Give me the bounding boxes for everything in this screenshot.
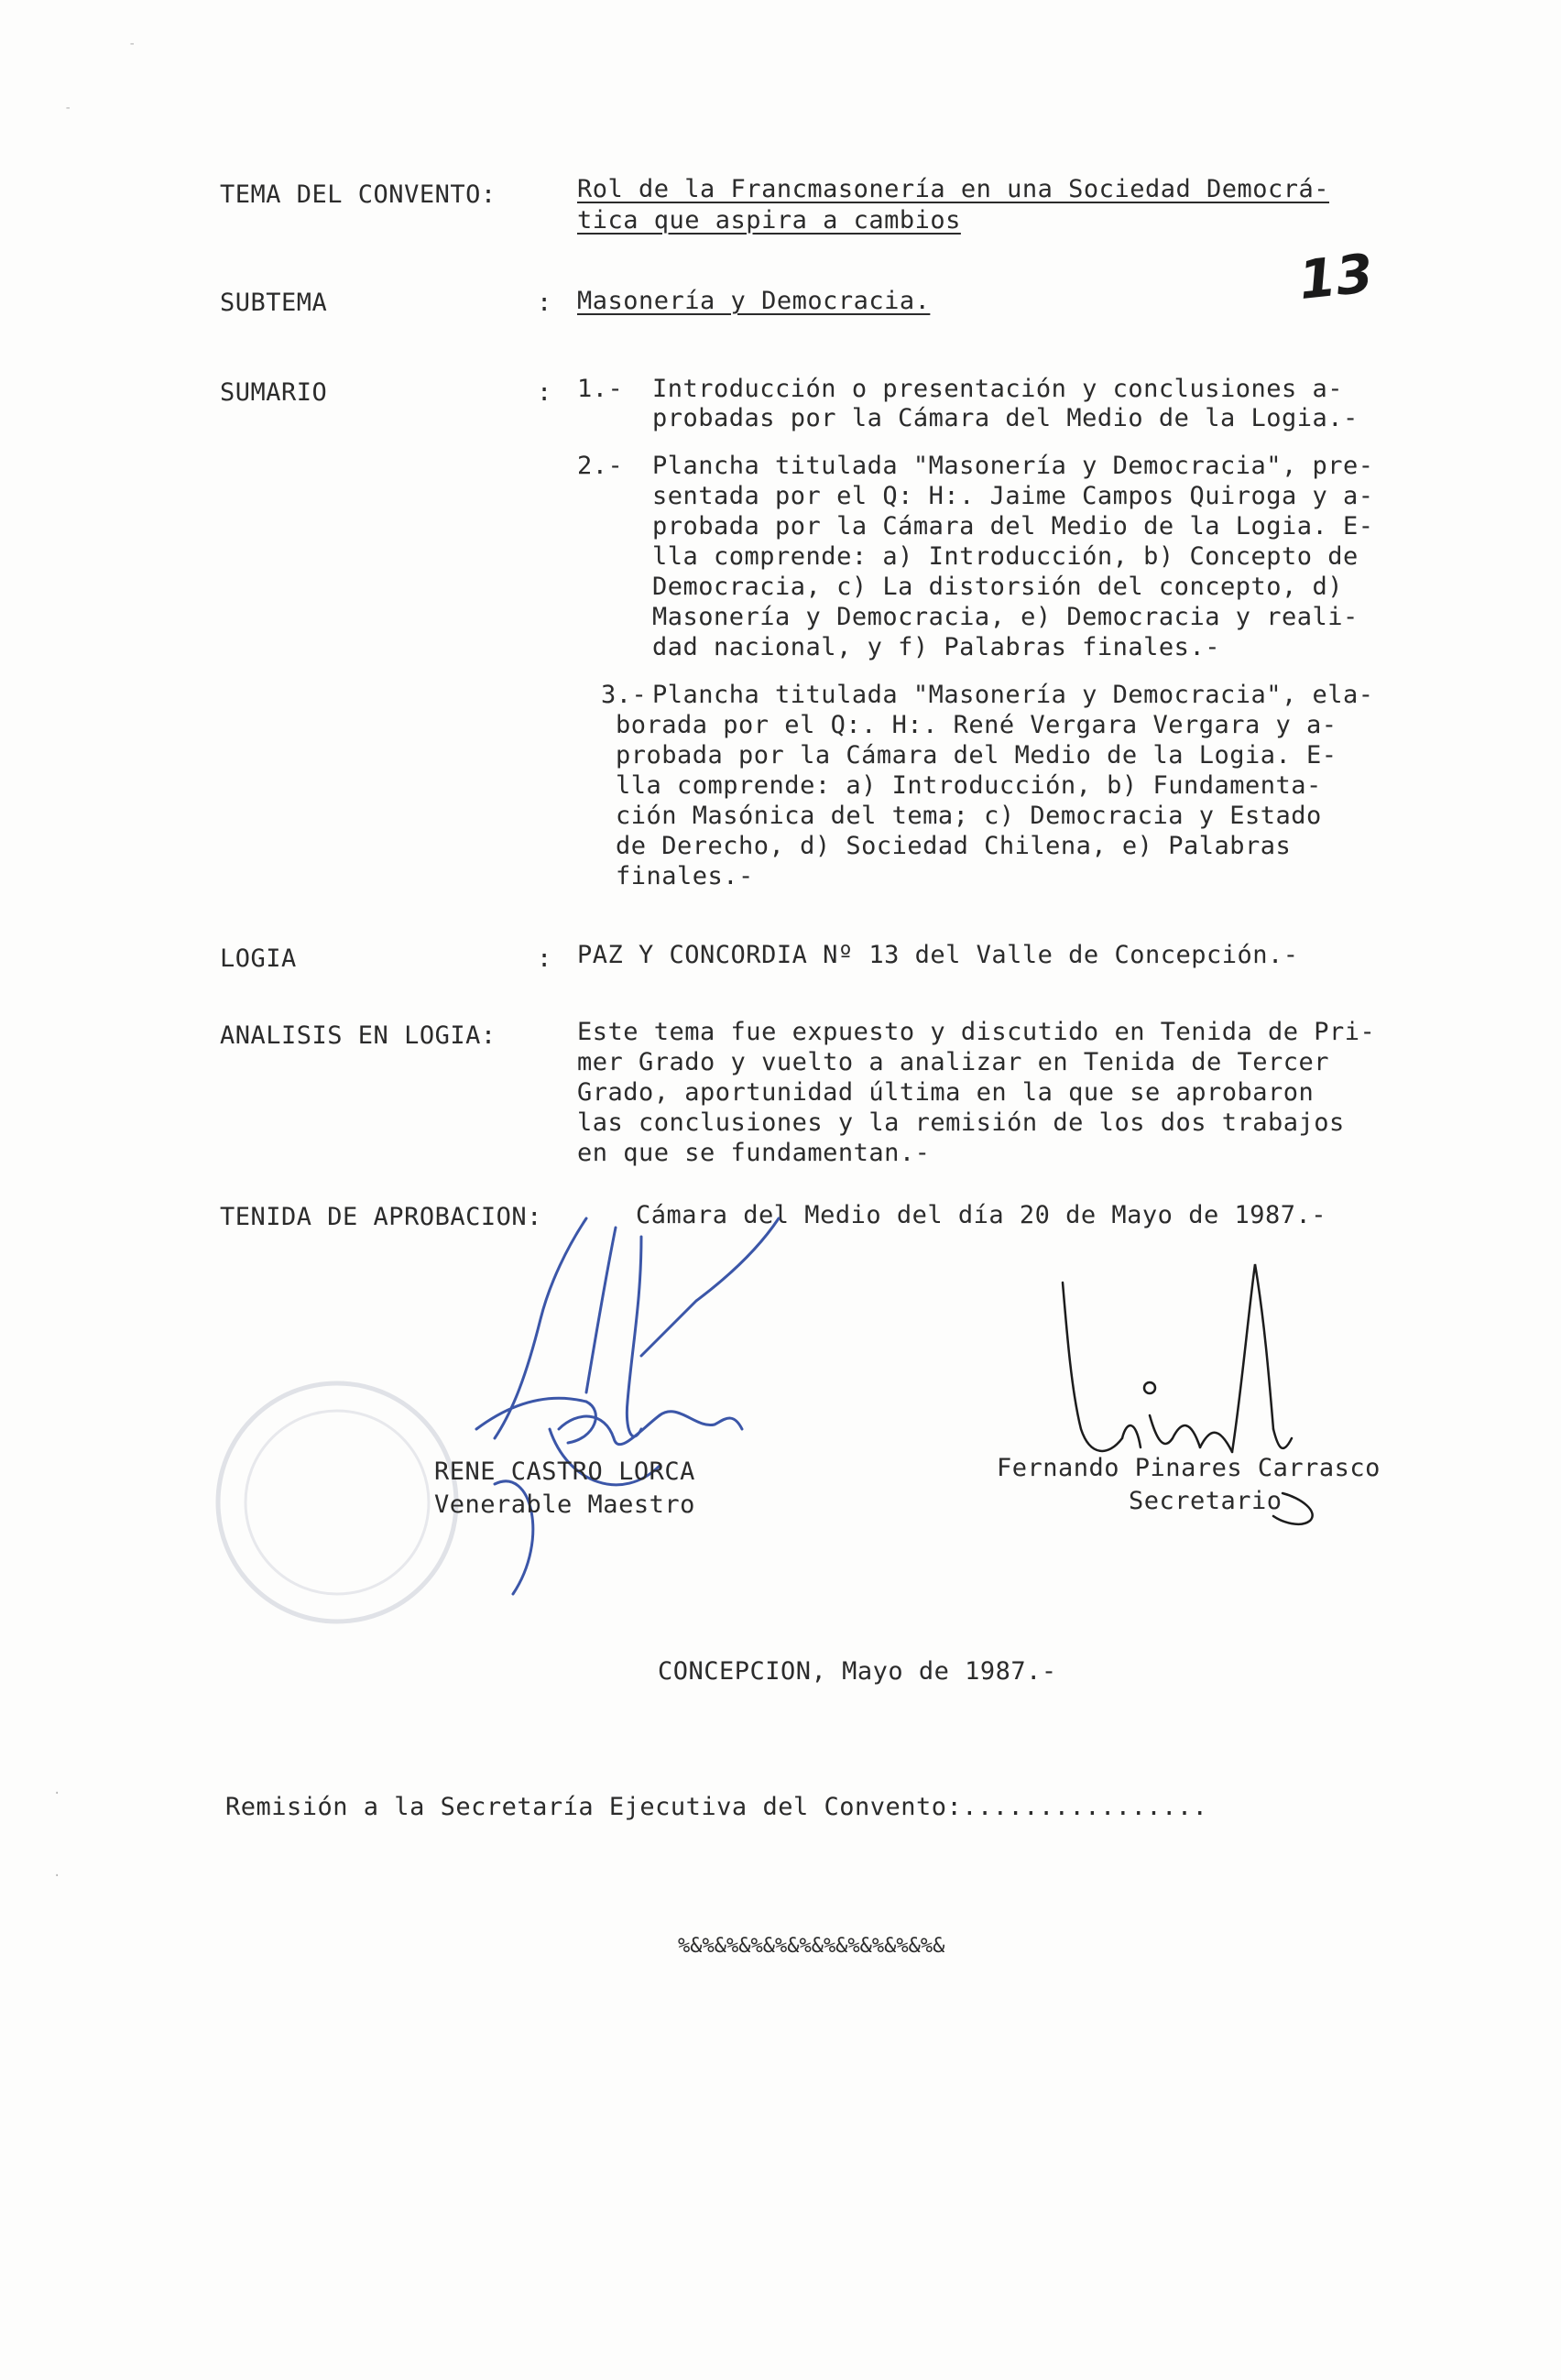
analisis-line: en que se fundamentan.- xyxy=(577,1139,931,1167)
sumario-item-2-line: dad nacional, y f) Palabras finales.- xyxy=(652,633,1220,661)
place-date: CONCEPCION, Mayo de 1987.- xyxy=(658,1657,1057,1686)
scan-speck: - xyxy=(64,101,72,115)
tema-line-1: Rol de la Francmasonería en una Sociedad Democrá- xyxy=(577,175,1330,203)
handwritten-page-number: 13 xyxy=(1295,241,1377,312)
sumario-item-2-line: sentada por el Q: H:. Jaime Campos Quiroga y a- xyxy=(652,482,1374,510)
sumario-item-3-line: probada por la Cámara del Medio de la Logia. E- xyxy=(616,741,1337,770)
logia-colon: : xyxy=(537,944,552,973)
sumario-item-1-line: probadas por la Cámara del Medio de la Logia.- xyxy=(652,404,1359,432)
logia-label: LOGIA xyxy=(220,944,297,973)
remision-line: Remisión a la Secretaría Ejecutiva del Convento:................ xyxy=(225,1793,1208,1821)
tenida-label: TENIDA DE APROBACION: xyxy=(220,1203,542,1231)
subtema-colon: : xyxy=(537,289,552,317)
sumario-item-2-line: Democracia, c) La distorsión del concepto, d) xyxy=(652,573,1343,601)
analisis-line: las conclusiones y la remisión de los dos trabajos xyxy=(577,1108,1345,1137)
sumario-item-3-line: ción Masónica del tema; c) Democracia y Estado xyxy=(616,802,1322,830)
sumario-item-1-line: Introducción o presentación y conclusiones a- xyxy=(652,375,1343,403)
analisis-line: Grado, aportunidad última en la que se aprobaron xyxy=(577,1078,1315,1107)
analisis-line: Este tema fue expuesto y discutido en Tenida de Pri- xyxy=(577,1018,1376,1046)
closing-separator: %&%&%&%&%&%&%&%&%&%&%& xyxy=(678,1935,945,1958)
lodge-stamp xyxy=(218,1383,456,1621)
sumario-item-3-line: Plancha titulada "Masonería y Democracia", ela- xyxy=(652,681,1374,709)
sumario-item-3-number: 3.- xyxy=(601,681,648,709)
sumario-item-3-line: finales.- xyxy=(616,862,754,890)
sumario-item-3-line: borada por el Q:. H:. René Vergara Vergara y a- xyxy=(616,711,1337,739)
sumario-label: SUMARIO xyxy=(220,378,328,407)
sumario-item-2-line: lla comprende: a) Introducción, b) Concepto de xyxy=(652,542,1359,571)
scan-speck: - xyxy=(128,37,136,51)
sumario-item-1-number: 1.- xyxy=(577,375,624,403)
sumario-item-2-line: Masonería y Democracia, e) Democracia y reali- xyxy=(652,603,1359,631)
left-signatory-title: Venerable Maestro xyxy=(434,1490,695,1519)
sumario-item-2-number: 2.- xyxy=(577,452,624,480)
sumario-item-3-line: lla comprende: a) Introducción, b) Fundamenta- xyxy=(616,771,1322,800)
subtema-value: Masonería y Democracia. xyxy=(577,287,931,315)
analisis-label: ANALISIS EN LOGIA: xyxy=(220,1021,497,1050)
analisis-line: mer Grado y vuelto a analizar en Tenida de Tercer xyxy=(577,1048,1330,1076)
logia-value: PAZ Y CONCORDIA Nº 13 del Valle de Concepción.- xyxy=(577,941,1299,969)
sumario-colon: : xyxy=(537,378,552,407)
right-signatory-name: Fernando Pinares Carrasco xyxy=(997,1454,1381,1482)
tenida-value: Cámara del Medio del día 20 de Mayo de 1987.- xyxy=(636,1201,1326,1229)
sumario-item-2-line: Plancha titulada "Masonería y Democracia", pre- xyxy=(652,452,1374,480)
venerable-maestro-signature xyxy=(476,1218,779,1594)
sumario-item-2-line: probada por la Cámara del Medio de la Logia. E- xyxy=(652,512,1374,540)
sumario-item-3-line: de Derecho, d) Sociedad Chilena, e) Palabras xyxy=(616,832,1292,860)
tema-line-2: tica que aspira a cambios xyxy=(577,206,961,235)
subtema-label: SUBTEMA xyxy=(220,289,328,317)
tema-label: TEMA DEL CONVENTO: xyxy=(220,180,497,209)
scan-speck: · xyxy=(53,1786,61,1801)
left-signatory-name: RENE CASTRO LORCA xyxy=(434,1457,695,1486)
scan-speck: · xyxy=(53,1869,61,1883)
right-signatory-title: Secretario xyxy=(1129,1487,1283,1515)
